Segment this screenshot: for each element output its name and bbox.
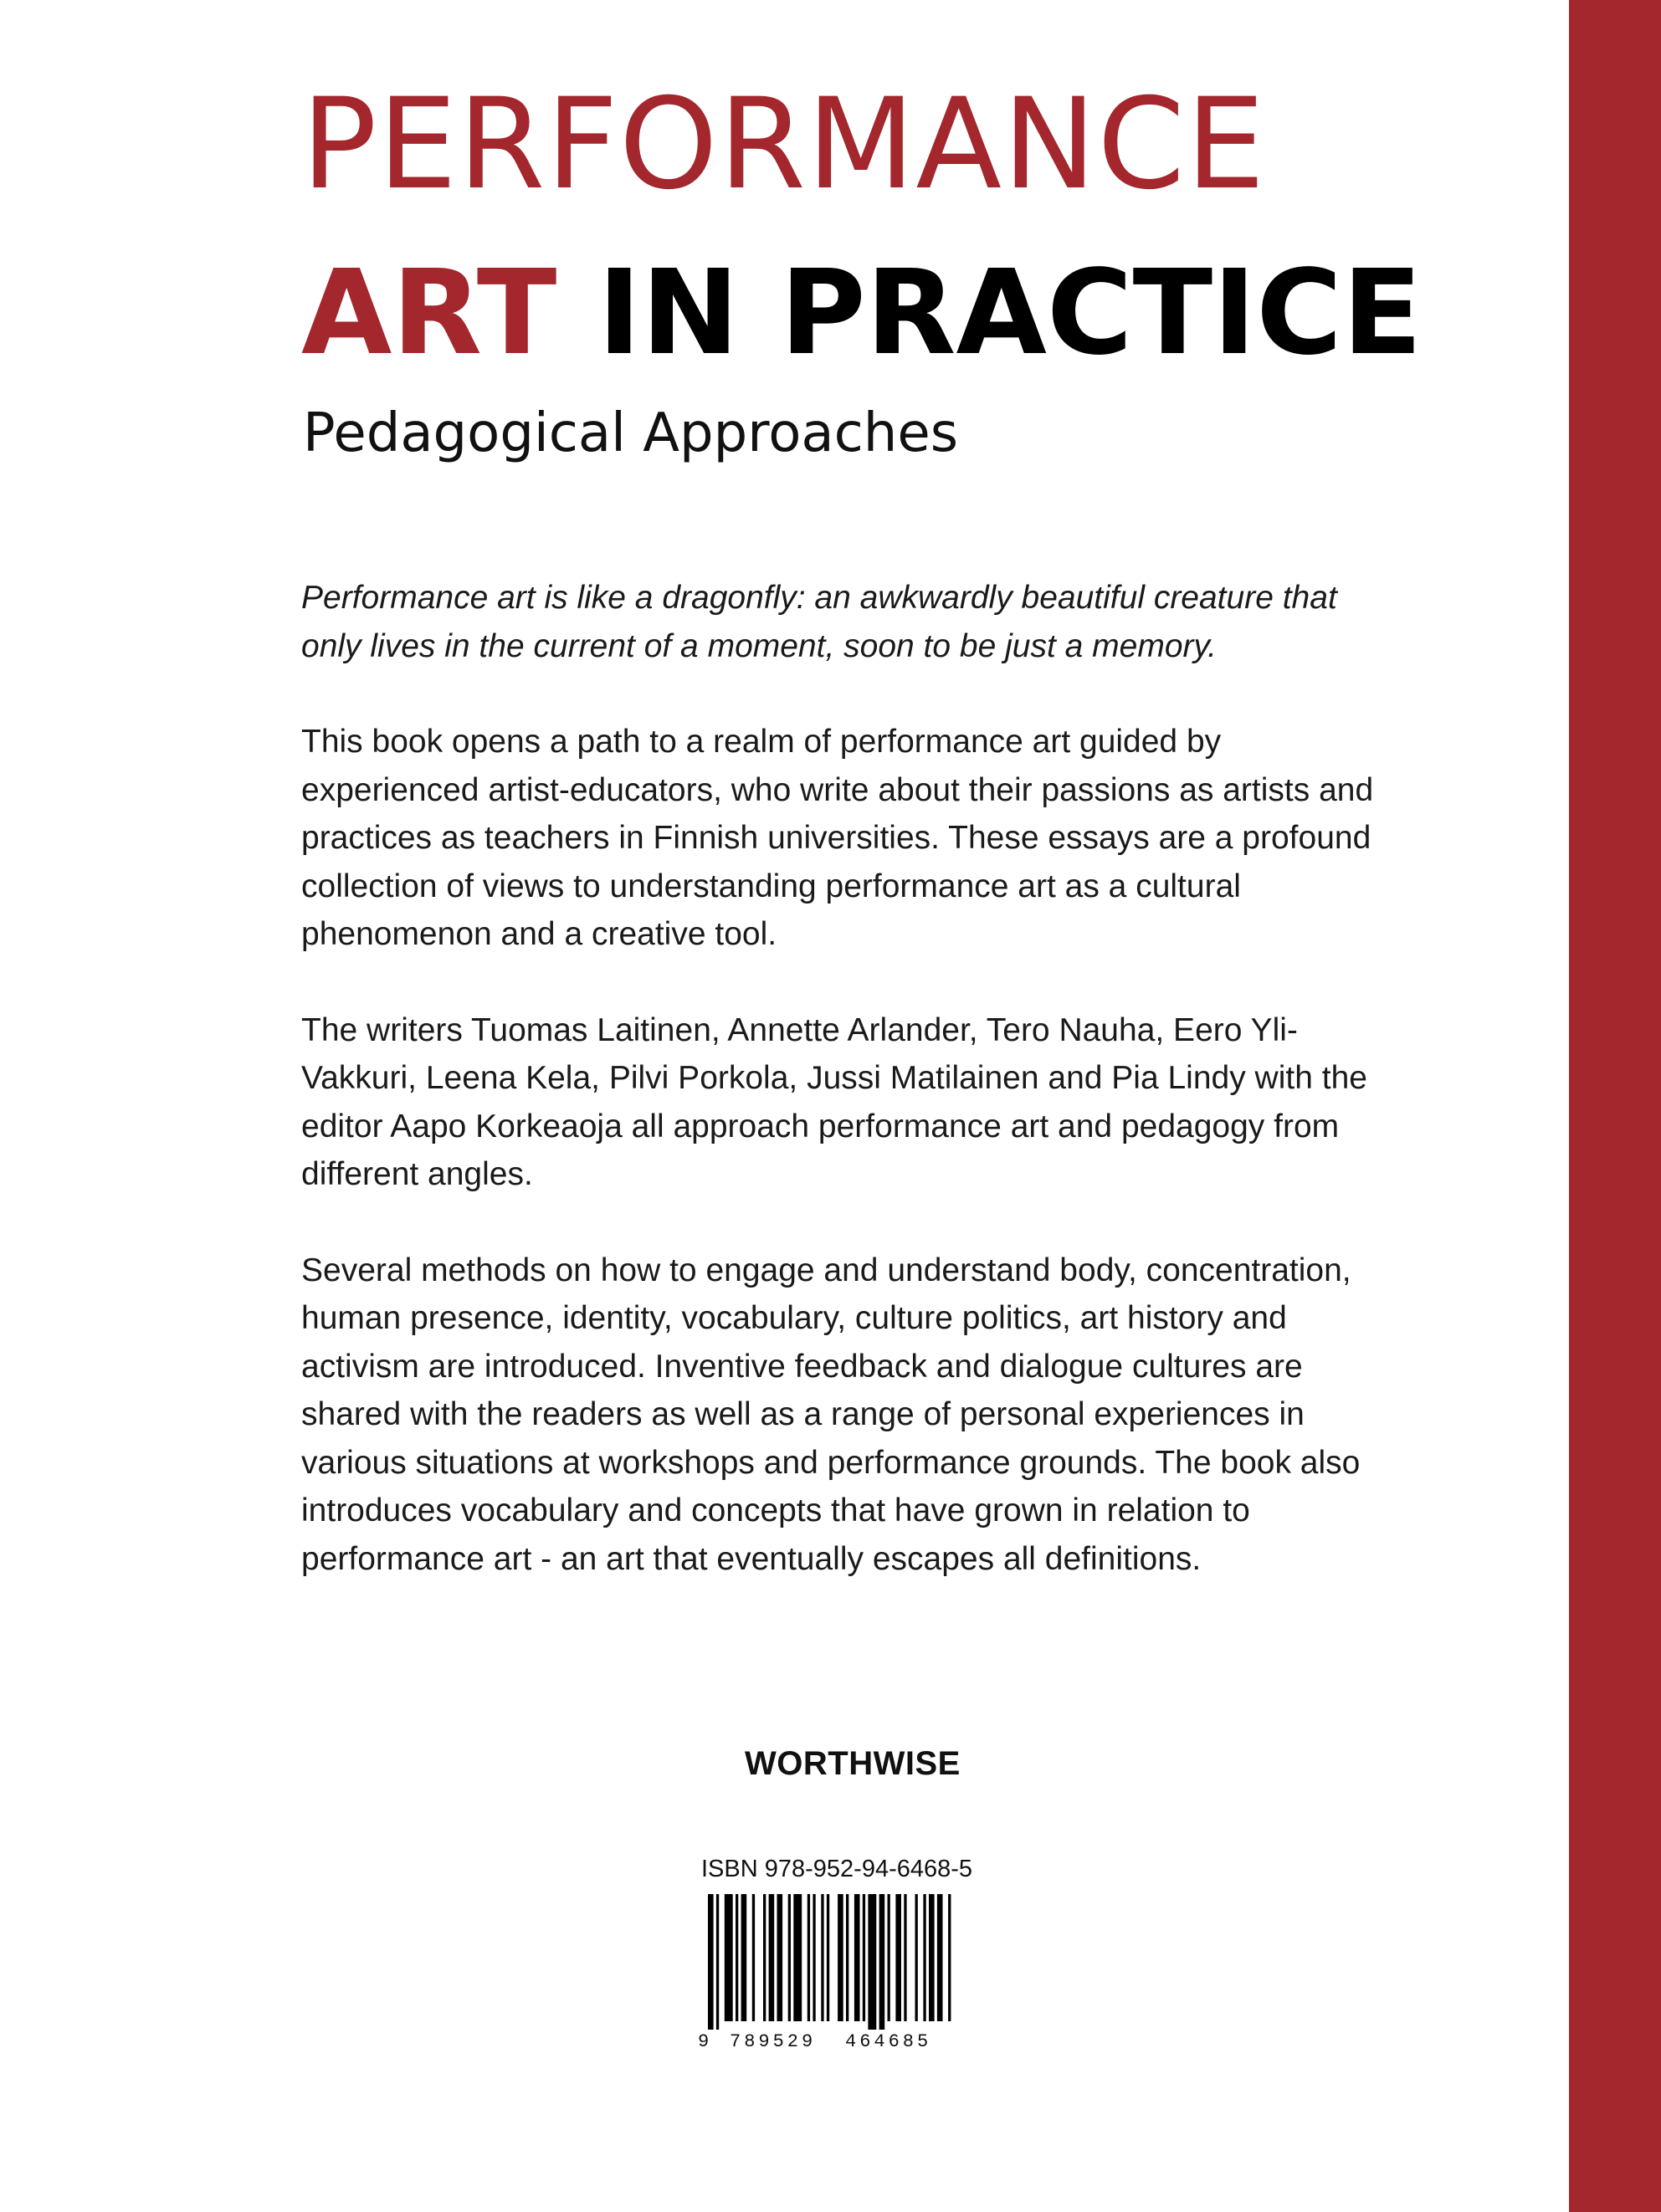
title-rest: IN PRACTICE (597, 245, 1423, 381)
barcode-bar (821, 1894, 823, 2021)
title-accent-word: ART (301, 245, 557, 381)
isbn-label: ISBN 978-952-94-6468-5 (701, 1856, 973, 1882)
blurb-paragraph-2: The writers Tuomas Laitinen, Annette Arlander, Tero Nauha, Eero Yli-Vakkuri, Leena Kela, Pilvi Porkola, Jussi Matilainen and Pia Lindy with the editor Aapo Korkeaoja all approach performance art and pedagogy from different angles. (301, 1011, 1367, 1192)
blurb (301, 574, 1397, 1631)
barcode-bar (888, 1894, 890, 2021)
barcode-bar (904, 1894, 906, 2021)
barcode-bar (763, 1894, 766, 2021)
blurb-paragraph-3: Several methods on how to engage and understand body, concentration, human presence, identity, vocabulary, culture politics, art history and activism are introduced. Inventive feedback and dialogue cultures are shared with the readers as well as a range of personal experiences in various situations at workshops and performance grounds. The book also introduces vocabulary and concepts that have grown in relation to performance art - an art that eventually escapes all definitions. (301, 1252, 1361, 1577)
barcode-bar (708, 1894, 714, 2030)
barcode-bar (769, 1894, 775, 2021)
barcode-bar (716, 1894, 719, 2030)
barcode-digits-left: 789529 (730, 2031, 817, 2051)
barcode-bar (879, 1894, 885, 2030)
publisher-name: WORTHWISE (745, 1745, 961, 1782)
barcode-bar (827, 1894, 829, 2021)
epigraph-quote: Performance art is like a dragonfly: an awkwardly beautiful creature that only lives in the current of a moment, soon to be just a memory. (301, 580, 1337, 664)
barcode-bar (741, 1894, 747, 2021)
barcode-bar (752, 1894, 755, 2021)
barcode-bar (838, 1894, 843, 2021)
barcode-bar (868, 1894, 876, 2030)
spine-stripe (1569, 0, 1661, 2212)
barcode-bar (777, 1894, 783, 2021)
barcode-bar (736, 1894, 738, 2021)
barcode-bar (923, 1894, 925, 2021)
barcode-bar (948, 1894, 951, 2021)
barcode-bar (725, 1894, 733, 2021)
barcode-bar (929, 1894, 935, 2021)
barcode-bar (793, 1894, 802, 2021)
barcode-bar (915, 1894, 918, 2021)
subtitle: Pedagogical Approaches (303, 402, 959, 464)
barcode-digit-first: 9 (698, 2031, 710, 2051)
barcode-bar (846, 1894, 848, 2021)
barcode-bar (895, 1894, 901, 2021)
barcode-bar (937, 1894, 943, 2021)
barcode-bar (813, 1894, 815, 2021)
barcode-digits-right: 464685 (845, 2031, 932, 2051)
barcode-bar (863, 1894, 865, 2021)
barcode-bar (854, 1894, 860, 2021)
barcode-bar (788, 1894, 791, 2021)
barcode (696, 1892, 964, 2051)
title-line-2 (301, 245, 1423, 381)
title-line-1: PERFORMANCE (301, 72, 1266, 218)
barcode-bar (807, 1894, 810, 2021)
blurb-paragraph-1: This book opens a path to a realm of performance art guided by experienced artist-educators, who write about their passions as artists and practices as teachers in Finnish universities. These essays are a profound collection of views to understanding performance art as a cultural phenomenon and a creative tool. (301, 724, 1374, 952)
